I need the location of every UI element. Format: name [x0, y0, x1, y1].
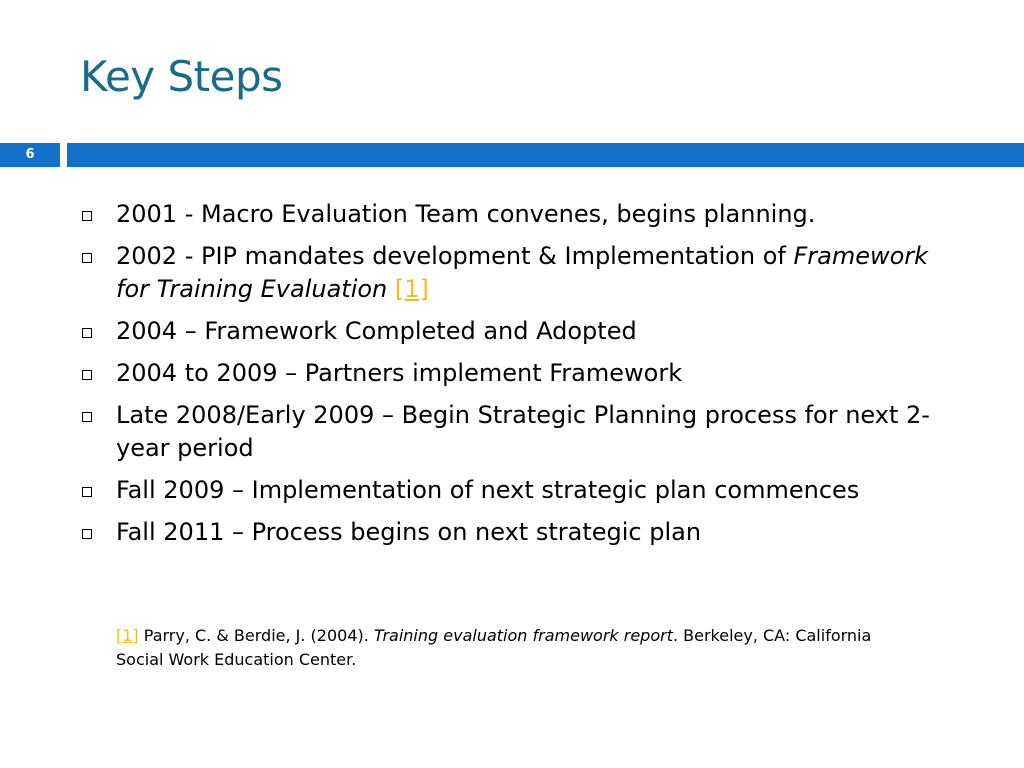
bullet-text: 2002 - PIP mandates development & Implementation of — [116, 242, 794, 270]
footnote — [116, 624, 916, 672]
bullet-text: 2004 – Framework Completed and Adopted — [116, 317, 637, 345]
bullet-item-late-2008 — [80, 399, 930, 465]
footnote-report-title: Training evaluation framework report — [373, 626, 673, 645]
bullet-item-2001 — [80, 198, 930, 231]
hollow-square-bullet-icon — [82, 529, 92, 539]
header-band — [67, 143, 1024, 167]
bullet-text: Late 2008/Early 2009 – Begin Strategic Planning process for next 2-year period — [116, 401, 930, 462]
hollow-square-bullet-icon — [82, 487, 92, 497]
hollow-square-bullet-icon — [82, 253, 92, 263]
hollow-square-bullet-icon — [82, 328, 92, 338]
bullet-italic-title: Framework for Training Evaluation — [116, 242, 929, 303]
bullet-item-2004 — [80, 315, 930, 348]
reference-link[interactable]: [1] — [394, 275, 429, 303]
footnote-reference-link[interactable]: [1] — [116, 626, 139, 645]
hollow-square-bullet-icon — [82, 412, 92, 422]
bullet-item-2002 — [80, 240, 930, 306]
bullet-item-2004-2009 — [80, 357, 930, 390]
slide-title: Key Steps — [80, 52, 283, 101]
hollow-square-bullet-icon — [82, 370, 92, 380]
footnote-authors: Parry, C. & Berdie, J. (2004). — [138, 626, 374, 645]
bullet-item-fall-2011 — [80, 516, 930, 549]
page-number: 6 — [25, 147, 35, 162]
bullet-list — [80, 198, 930, 558]
bullet-item-fall-2009 — [80, 474, 930, 507]
bullet-text: Fall 2009 – Implementation of next strategic plan commences — [116, 476, 860, 504]
bullet-text: 2004 to 2009 – Partners implement Framework — [116, 359, 683, 387]
footnote-publisher: . Berkeley, CA: California Social Work Education Center. — [116, 626, 872, 669]
bullet-text: 2001 - Macro Evaluation Team convenes, begins planning. — [116, 200, 816, 228]
hollow-square-bullet-icon — [82, 211, 92, 221]
bullet-text: Fall 2011 – Process begins on next strategic plan — [116, 518, 702, 546]
